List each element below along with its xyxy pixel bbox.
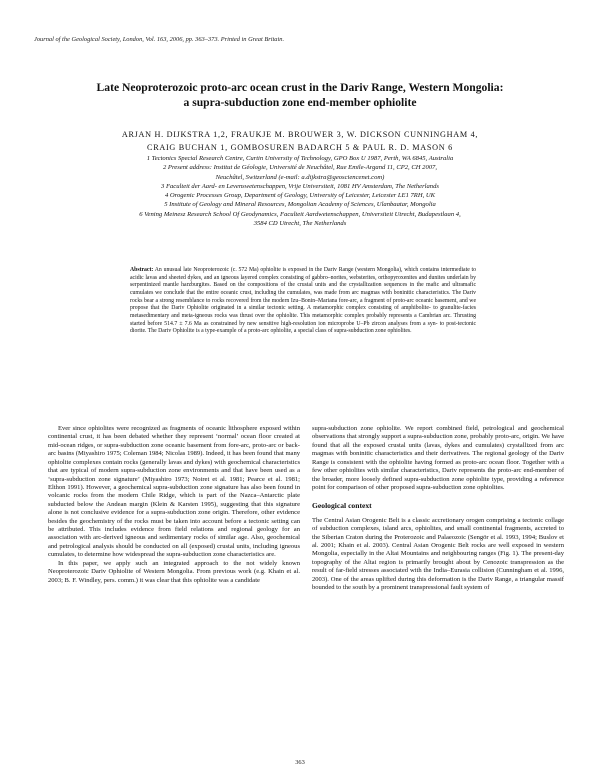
- title-line-1: Late Neoproterozoic proto-arc ocean crust in the Dariv Range, Western Mongolia:: [96, 81, 504, 94]
- abstract-text: An unusual late Neoproterozoic (c. 572 Ma) ophiolite is exposed in the Dariv Range (western Mongolia), which contains intermediate to acidic lavas and sheeted dykes, and an igneous layered complex consisting of gabbro–norites, websterites, orthopyroxenites and dunites underlain by serpentinized mantle harzburgites. Based on the compositions of the crustal units and the crystallization sequences in the mafic and ultramafic cumulates we conclude that the entire oceanic crust, including the cumulates, was made from arc magmas with boninitic characteristics. The Dariv rocks bear a strong resemblance to rocks recovered from the modern Izu–Bonin–Mariana fore-arc, a fragment of proto-arc oceanic basement, and we propose that the Dariv Ophiolite originated in a similar tectonic setting. A metamorphic complex consisting of amphibolite- to granulite-facies metasedimentary and meta-igneous rocks was thrust over the ophiolite. This metamorphic complex probably represents a Cambrian arc. Thrusting started before 514.7 ± 7.6 Ma as constrained by new sensitive high-resolution ion microprobe U–Pb zircon analyses from a syn- to post-tectonic diorite. The Dariv Ophiolite is a type-example of a proto-arc ophiolite, a special class of supra-subduction zone ophiolites.: [130, 267, 476, 335]
- intro-paragraph-1: Ever since ophiolites were recognized as fragments of oceanic lithosphere exposed within continental crust, it has been debated whether they represent ‘normal’ ocean floor created at mid-ocean ridges, or supra-subduction zone oceanic basement from fore-arc, proto-arc or back-arc basins (Miyashiro 1975; Coleman 1984; Nicolas 1989). Indeed, it has been found that many ophiolite complexes contain rocks (generally lavas and dykes) with geochemical characteristics that are typical of modern supra-subduction zone environments and that have been used as a ‘supra-subduction zone signature’ (Miyashiro 1973; Noiret et al. 1981; Pearce et al. 1981; Elthon 1991). However, a geochemical supra-subduction zone signature has also been found in volcanic rocks from the modern Chile Ridge, which is part of the Nazca–Antarctic plate subducted below the Andean margin (Klein & Karsten 1995), suggesting that this signature alone is not conclusive evidence for a supra-subduction zone origin. Therefore, other evidence besides the geochemistry of the rocks must be taken into account before a tectonic setting can be attributed. This includes evidence from field relations and regional geology for an association with arc-derived igneous and sedimentary rocks of similar age. Also, geochemical and petrological analysis should be conducted on all (exposed) crustal units, including igneous cumulates, to determine how widespread the supra-subduction zone characteristics are.: [48, 425, 300, 559]
- abstract: [130, 267, 476, 336]
- abstract-label: Abstract:: [130, 267, 154, 273]
- page-number: 363: [295, 759, 305, 766]
- author-list: [30, 129, 570, 154]
- affiliation-2: 2 Present address: Institut de Géologie, Université de Neuchâtel, Rue Emile-Argand 11, CP2, CH 2007,: [162, 164, 438, 172]
- title-line-2: a supra-subduction zone end-member ophiolite: [183, 96, 417, 109]
- body-column-right: [312, 425, 564, 593]
- section-heading-geological-context: Geological context: [312, 501, 372, 511]
- affiliations: [34, 154, 566, 228]
- affiliation-4: 4 Orogenic Processes Group, Department of Geology, University of Leicester, Leicester LE1 7RH, UK: [164, 192, 436, 200]
- authors-line-2: CRAIG BUCHAN 1, GOMBOSUREN BADARCH 5 & PAUL R. D. MASON 6: [147, 142, 453, 152]
- intro-paragraph-2: In this paper, we apply such an integrated approach to the not widely known Neoproterozoic Dariv Ophiolite of Western Mongolia. From previous work (e.g. Khain et al. 2003; B. F. Windley, pers. comm.) it was clear that this ophiolite was a candidate: [48, 559, 300, 584]
- affiliation-6: 6 Vening Meinesz Research School Of Geodynamics, Faculteit Aardwetenschappen, Universiteit Utrecht, Budapestlaan 4,: [139, 210, 461, 218]
- intro-paragraph-continued: supra-subduction zone ophiolite. We report combined field, petrological and geochemical observations that strongly support a supra-subduction zone, probably proto-arc, origin. We have found that all the exposed crustal units (lavas, dykes and cumulates) crystallized from arc magmas with boninitic characteristics and their derivatives. The regional geology of the Dariv Range is consistent with the ophiolite having formed as proto-arc ocean floor. Together with a few other ophiolites with similar characteristics, Dariv represents the proto-arc end-member of the broader, more loosely defined supra-subduction zone ophiolite type, providing a reference point for comparison of other proposed supra-subduction zone ophiolites.: [312, 425, 564, 491]
- article-title: [30, 80, 570, 110]
- body-column-left: [48, 425, 300, 585]
- affiliation-1: 1 Tectonics Special Research Centre, Curtin University of Technology, GPO Box U 1987, Perth, WA 6845, Australia: [146, 155, 454, 162]
- affiliation-2-cont: Neuchâtel, Switzerland (e-mail: a.dijkstra@geosciencenet.com): [215, 173, 385, 181]
- authors-line-1: ARJAN H. DIJKSTRA 1,2, FRAUKJE M. BROUWER 3, W. DICKSON CUNNINGHAM 4,: [121, 130, 479, 139]
- affiliation-3: 3 Faculteit der Aard- en Levenswetenschappen, Vrije Universiteit, 1081 HV Amsterdam, The Netherlands: [161, 182, 439, 190]
- geological-context-paragraph: The Central Asian Orogenic Belt is a classic accretionary orogen comprising a tectonic collage of subduction complexes, island arcs, ophiolites, and small continental fragments, accreted to the Siberian Craton during the Proterozoic and Palaeozoic (Sengör et al. 1993, 1994; Buslov et al. 2001; Khain et al. 2003). Central Asian Orogenic Belt rocks are well exposed in western Mongolia, especially in the Altai Mountains and neighbouring ranges (Fig. 1). The present-day topography of the Altai region is primarily brought about by Cenozoic transpression as the result of far-field stresses associated with the India–Eurasia collision (Cunningham et al. 1996, 2003). One of the areas uplifted during this deformation is the Dariv Range, a triangular massif bounded to the south by a prominent transpressional fault system of: [312, 516, 564, 592]
- affiliation-6-cont: 3584 CD Utrecht, The Netherlands: [253, 220, 347, 228]
- affiliation-5: 5 Institute of Geology and Mineral Resources, Mongolian Academy of Sciences, Ulanbaatar, Mongolia: [164, 201, 436, 209]
- journal-citation-header: Journal of the Geological Society, London, Vol. 163, 2006, pp. 363–373. Printed in Great Britain.: [34, 36, 285, 43]
